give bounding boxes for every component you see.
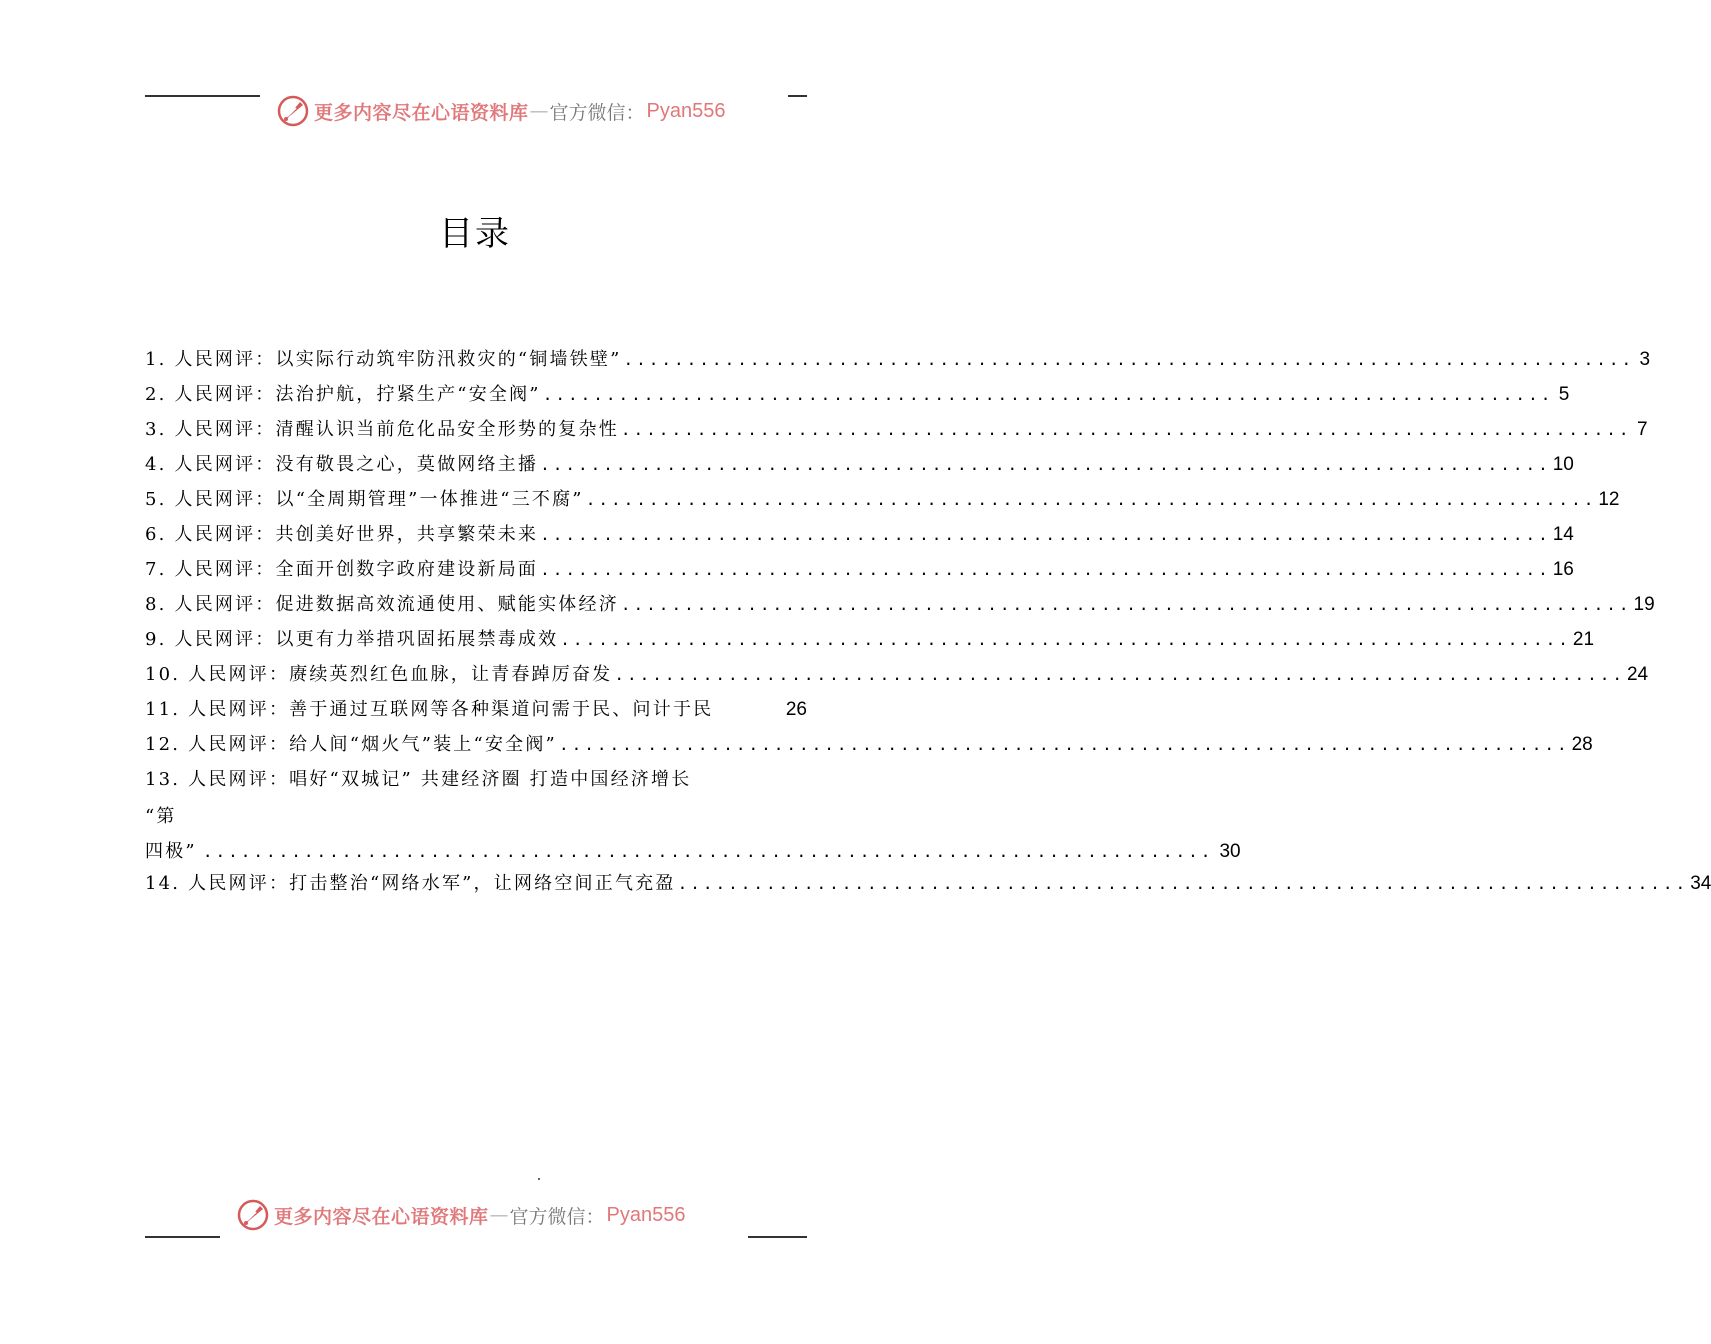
banner-wechat-id: Pyan556 bbox=[606, 1203, 686, 1226]
toc-item[interactable] bbox=[145, 476, 1620, 511]
toc-item-page: 7 bbox=[1636, 419, 1648, 440]
banner-sub-text: 官方微信： bbox=[509, 1205, 605, 1228]
toc-leader-dots: ................................................................................ bbox=[540, 455, 1551, 474]
header-rule-left bbox=[145, 95, 260, 97]
toc-item-page: 24 bbox=[1626, 664, 1649, 685]
toc-item-line-1: 13. 人民网评：唱好“双城记” 共建经济圈 打造中国经济增长 bbox=[145, 769, 692, 790]
toc-item-title: 14. 人民网评：打击整治“网络水军”，让网络空间正气充盈 bbox=[145, 873, 676, 894]
toc-item-multiline[interactable] bbox=[145, 756, 1241, 863]
toc-item[interactable] bbox=[145, 686, 807, 721]
toc-item-title: 11. 人民网评：善于通过互联网等各种渠道问需于民、问计于民 bbox=[145, 699, 714, 720]
toc-item-line-3-text: 四极” bbox=[145, 841, 197, 862]
toc-item-title: 4. 人民网评：没有敬畏之心，莫做网络主播 bbox=[145, 454, 539, 475]
stray-dot bbox=[538, 1178, 540, 1180]
banner-main-text: 更多内容尽在心语资料库 bbox=[274, 1205, 489, 1228]
banner-dash: — bbox=[489, 1204, 509, 1226]
toc-item-page: 21 bbox=[1572, 629, 1595, 650]
toc-item[interactable] bbox=[145, 546, 1574, 581]
toc-item-title: 8. 人民网评：促进数据高效流通使用、赋能实体经济 bbox=[145, 594, 619, 615]
toc-leader-dots: ................................................................................ bbox=[614, 665, 1625, 684]
toc-leader-dots: ................................................................................ bbox=[620, 595, 1632, 614]
toc-item[interactable] bbox=[145, 511, 1574, 546]
toc-leader-dots: ................................................................................ bbox=[540, 525, 1551, 544]
toc-item-page: 34 bbox=[1690, 873, 1711, 894]
toc-item-title: 2. 人民网评：法治护航，拧紧生产“安全阀” bbox=[145, 384, 541, 405]
banner-dash: — bbox=[529, 100, 549, 122]
toc-item-page: 10 bbox=[1552, 454, 1574, 475]
toc-item-title: 7. 人民网评：全面开创数字政府建设新局面 bbox=[145, 559, 539, 580]
toc-leader-dots: ................................................................................ bbox=[202, 842, 1214, 861]
toc-item[interactable] bbox=[145, 863, 1711, 895]
toc-item-title: 1. 人民网评：以实际行动筑牢防汛救灾的“铜墙铁壁” bbox=[145, 349, 622, 370]
toc-item-title: 10. 人民网评：赓续英烈红色血脉，让青春踔厉奋发 bbox=[145, 664, 613, 685]
toc-item-line-2: “第 bbox=[145, 806, 177, 827]
banner-main-text: 更多内容尽在心语资料库 bbox=[314, 101, 529, 124]
toc-item-page: 3 bbox=[1639, 349, 1651, 370]
toc-leader-dots: ................................................................................ bbox=[585, 490, 1597, 509]
toc-item-title: 3. 人民网评：清醒认识当前危化品安全形势的复杂性 bbox=[145, 419, 619, 440]
toc-item[interactable] bbox=[145, 406, 1648, 441]
toc-item[interactable] bbox=[145, 616, 1595, 651]
toc-item-page: 19 bbox=[1633, 594, 1655, 615]
toc-item-line-3 bbox=[145, 828, 1241, 863]
toc-item-page: 16 bbox=[1552, 559, 1574, 580]
toc-item[interactable] bbox=[145, 721, 1593, 756]
toc-item-page: 26 bbox=[785, 699, 807, 720]
toc-item-title: 9. 人民网评：以更有力举措巩固拓展禁毒成效 bbox=[145, 629, 559, 650]
table-of-contents bbox=[145, 336, 1711, 895]
footer-rule-right bbox=[748, 1236, 807, 1238]
toc-leader-dots: ................................................................................ bbox=[677, 874, 1689, 893]
toc-item-page: 28 bbox=[1571, 734, 1593, 755]
toc-item-title: 6. 人民网评：共创美好世界，共享繁荣未来 bbox=[145, 524, 539, 545]
toc-item[interactable] bbox=[145, 371, 1570, 406]
toc-item-page: 30 bbox=[1219, 841, 1241, 862]
toc-leader-dots: ................................................................................ bbox=[623, 350, 1635, 369]
toc-leader-dots: ................................................................................ bbox=[540, 560, 1551, 579]
toc-leader-dots: ................................................................................ bbox=[558, 735, 1570, 754]
banner-wechat-id: Pyan556 bbox=[646, 99, 726, 122]
page-title: 目录 bbox=[439, 214, 511, 254]
banner-sub-text: 官方微信： bbox=[549, 101, 645, 124]
toc-item[interactable] bbox=[145, 336, 1651, 371]
toc-item[interactable] bbox=[145, 581, 1655, 616]
footer-rule-left bbox=[145, 1236, 220, 1238]
quill-logo-icon bbox=[236, 1198, 270, 1232]
toc-item-page: 5 bbox=[1558, 384, 1570, 405]
header-banner bbox=[276, 94, 726, 128]
toc-leader-dots: ................................................................................ bbox=[560, 630, 1571, 649]
toc-item-page: 12 bbox=[1598, 489, 1620, 510]
header-rule-right bbox=[788, 95, 807, 97]
quill-logo-icon bbox=[276, 94, 310, 128]
toc-leader-dots: ................................................................................ bbox=[542, 385, 1554, 404]
toc-item[interactable] bbox=[145, 441, 1574, 476]
toc-leader-dots: ................................................................................ bbox=[620, 420, 1632, 439]
footer-banner bbox=[236, 1198, 686, 1232]
toc-item-title: 12. 人民网评：给人间“烟火气”装上“安全阀” bbox=[145, 734, 557, 755]
toc-item-title: 5. 人民网评：以“全周期管理”一体推进“三不腐” bbox=[145, 489, 584, 510]
toc-item[interactable] bbox=[145, 651, 1649, 686]
toc-item-page: 14 bbox=[1552, 524, 1574, 545]
